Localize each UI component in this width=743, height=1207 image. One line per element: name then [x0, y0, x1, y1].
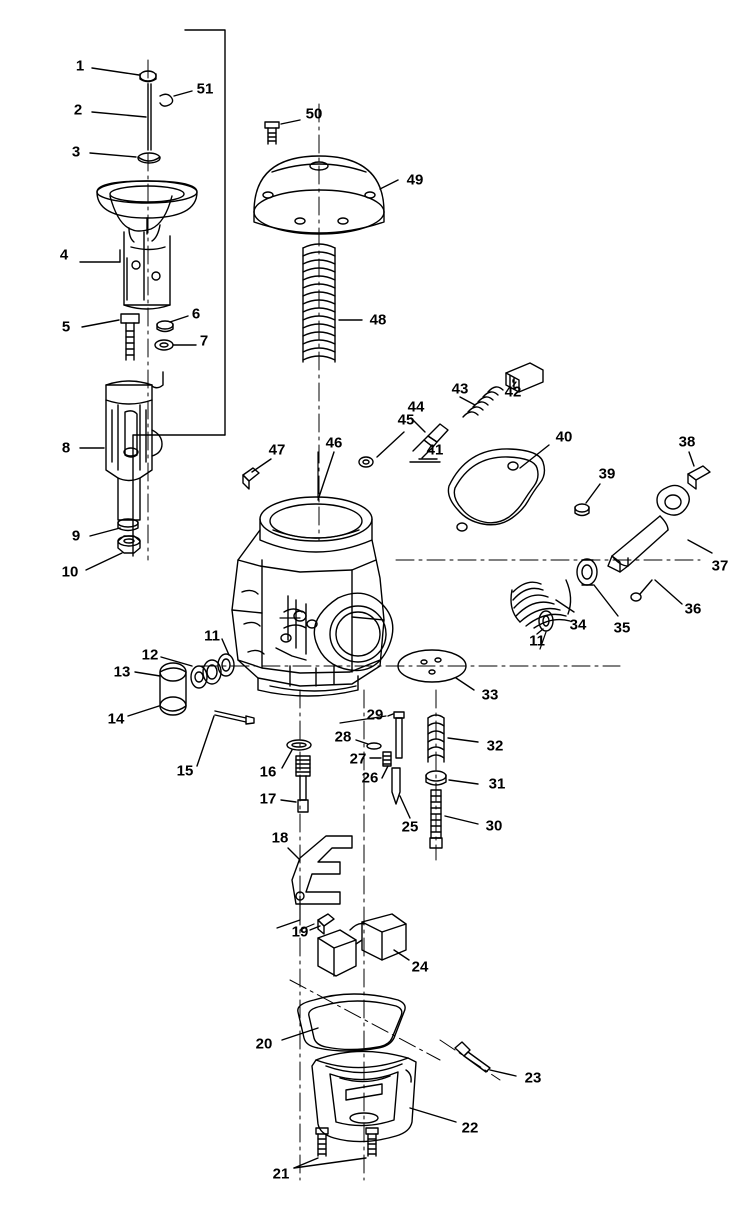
callout-1: 1	[75, 57, 85, 75]
callout-50: 50	[305, 105, 323, 123]
callout-30: 30	[485, 817, 503, 835]
callout-33: 33	[481, 686, 499, 704]
callout-34: 34	[569, 616, 587, 634]
callout-6: 6	[191, 305, 201, 323]
callout-28: 28	[334, 728, 352, 746]
callout-3: 3	[71, 143, 81, 161]
callout-35: 35	[613, 619, 631, 637]
callout-24: 24	[411, 958, 429, 976]
callout-42: 42	[504, 383, 522, 401]
callout-49: 49	[406, 171, 424, 189]
callout-5: 5	[61, 318, 71, 336]
callout-12: 12	[141, 646, 159, 664]
callout-21: 21	[272, 1165, 290, 1183]
callout-15: 15	[176, 762, 194, 780]
callout-2: 2	[73, 101, 83, 119]
callout-41: 41	[426, 441, 444, 459]
callout-17: 17	[259, 790, 277, 808]
callout-8: 8	[61, 439, 71, 457]
callout-47: 47	[268, 441, 286, 459]
callout-11-left: 11	[204, 627, 220, 645]
callout-22: 22	[461, 1119, 479, 1137]
callout-31: 31	[488, 775, 506, 793]
callout-32: 32	[486, 737, 504, 755]
callout-46: 46	[325, 434, 343, 452]
callout-37: 37	[711, 557, 729, 575]
callout-44: 44	[407, 398, 425, 416]
callout-18: 18	[271, 829, 289, 847]
callout-20: 20	[255, 1035, 273, 1053]
callout-48: 48	[369, 311, 387, 329]
callout-11-right: 11	[529, 632, 545, 650]
callout-10: 10	[61, 563, 79, 581]
callout-13: 13	[113, 663, 131, 681]
callout-27: 27	[349, 750, 367, 768]
callout-36: 36	[684, 600, 702, 618]
callout-9: 9	[71, 527, 81, 545]
callout-38: 38	[678, 433, 696, 451]
callout-43: 43	[451, 380, 469, 398]
callout-16: 16	[259, 763, 277, 781]
callout-40: 40	[555, 428, 573, 446]
callout-19: 19	[291, 923, 309, 941]
callout-29: 29	[366, 706, 384, 724]
callout-39: 39	[598, 465, 616, 483]
callout-14: 14	[107, 710, 125, 728]
callout-7: 7	[199, 332, 209, 350]
callout-51: 51	[196, 80, 214, 98]
callout-26: 26	[361, 769, 379, 787]
callout-45: 45	[397, 411, 415, 429]
callout-4: 4	[59, 246, 69, 264]
callout-25: 25	[401, 818, 419, 836]
callout-23: 23	[524, 1069, 542, 1087]
